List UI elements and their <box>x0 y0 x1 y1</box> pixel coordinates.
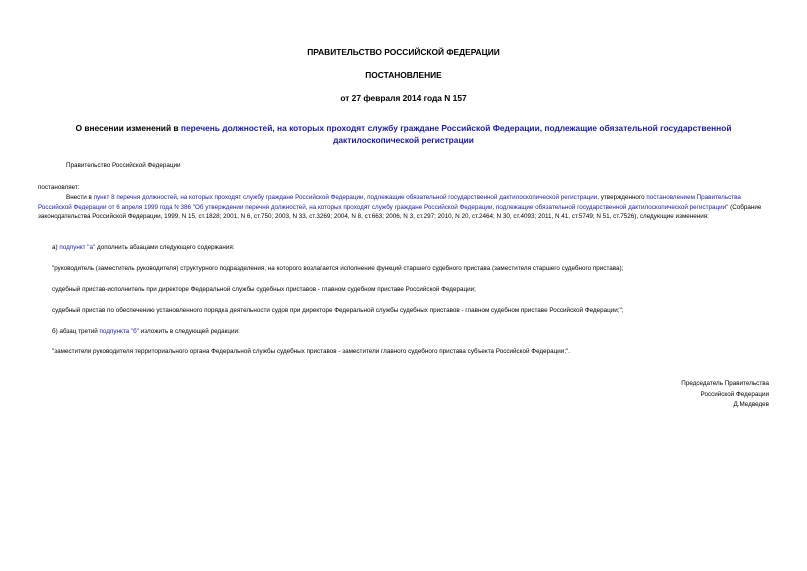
item-a-text-1: а) <box>52 244 60 251</box>
link-subpoint-a[interactable]: подпункт "а" <box>59 244 96 251</box>
link-point-8[interactable]: пункт 8 перечня должностей, на которых проходят службу граждане Российской Федерации, подлежащие обязательной государственной дактилоскопической регистрации <box>93 194 598 201</box>
decree-word: постановляет: <box>38 184 80 191</box>
signature-block <box>681 379 769 411</box>
main-text-3: (Собрание законодательства Российской Федерации, 1999, N 15, ст.1828; 2001, N 6, ст.750; 2003, N 33, ст.3269; 2004, N 8, ст.663; 2006, N 3, ст.297; 2010, N 20, ст.2464; N 30, ст.4093; 2011, N 41, ст.5749; N 51, ст.7526), следующие изменения: <box>38 203 762 221</box>
item-b-text-1: б) абзац третий <box>52 328 100 335</box>
item-a-text-2: дополнить абзацами следующего содержания: <box>95 244 235 251</box>
link-decree-386[interactable]: постановлением Правительства Российской Федерации от 6 апреля 1999 года N 386 "Об утверждении перечня должностей, на которых проходят службу граждане Российской Федерации, подлежащие обязательной государственной дактилоскопической регистрации" <box>38 194 741 211</box>
signature-title: Председатель Правительства <box>681 380 769 387</box>
quote-paragraph-2: судебный пристав-исполнитель при директоре Федеральной службы судебных приставов - главном судебном приставе Российской Федерации; <box>52 286 476 293</box>
document-title <box>50 122 757 146</box>
quote-paragraph-1: "руководитель (заместитель руководителя) структурного подразделения, на которого возлагается исполнение функций старшего судебного пристава (заместителя старшего судебного пристава); <box>52 265 624 272</box>
document-date-number: от 27 февраля 2014 года N 157 <box>340 93 467 103</box>
quote-paragraph-4: "заместители руководителя территориального органа Федеральной службы судебных приставов - заместители главного судебного пристава субъекта Российской Федерации;". <box>52 348 570 355</box>
title-link[interactable]: перечень должностей, на которых проходят службу граждане Российской Федерации, подлежащие обязательной государственной дактилоскопической регистрации <box>180 123 732 145</box>
item-a <box>52 243 235 253</box>
quote-paragraph-3: судебный пристав по обеспечению установленного порядка деятельности судов при директоре Федеральной службы судебных приставов - главном судебном приставе Российской Федерации;"; <box>52 307 624 314</box>
main-text-1: Внести в <box>66 194 94 201</box>
item-b <box>52 327 240 337</box>
item-b-text-2: изложить в следующей редакции: <box>138 328 240 335</box>
title-prefix: О внесении изменений в <box>75 123 181 133</box>
signature-name: Д.Медведев <box>733 401 769 408</box>
main-paragraph <box>38 193 770 222</box>
preamble-text: Правительство Российской Федерации <box>66 162 181 169</box>
main-text-2: , утвержденного <box>597 194 647 201</box>
signature-country: Российской Федерации <box>700 390 769 398</box>
document-type: ПОСТАНОВЛЕНИЕ <box>365 70 442 80</box>
government-heading: ПРАВИТЕЛЬСТВО РОССИЙСКОЙ ФЕДЕРАЦИИ <box>307 47 500 57</box>
link-subpoint-b[interactable]: подпункта "б" <box>99 328 139 335</box>
